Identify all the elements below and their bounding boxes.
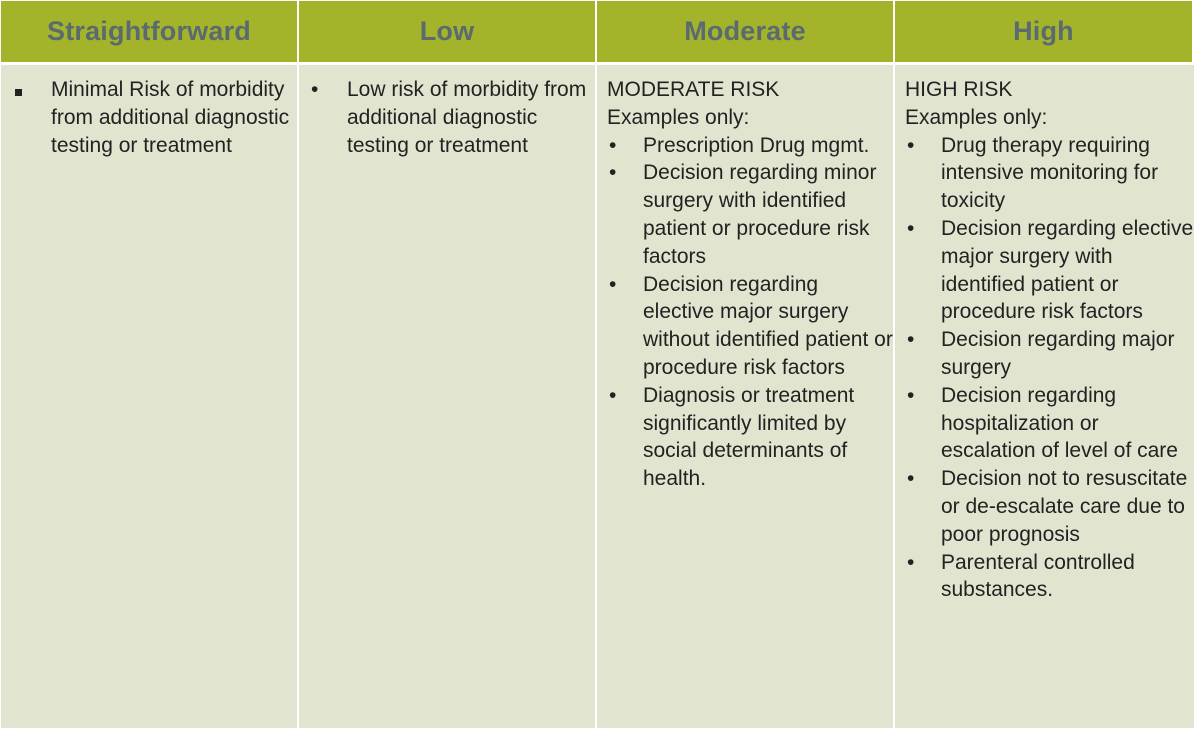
- moderate-subheading: Examples only:: [607, 105, 750, 129]
- cell-high: [895, 65, 1194, 728]
- bullet-icon: •: [609, 133, 617, 157]
- bullet-icon: •: [907, 216, 915, 240]
- bullet-icon: •: [311, 78, 319, 101]
- moderate-item: Decision regarding minor surgery with identified patient or procedure risk factors: [643, 161, 877, 268]
- list-item: [1, 76, 297, 159]
- list-item: [905, 465, 1194, 548]
- square-bullet-icon: [15, 76, 51, 104]
- bullet-icon: •: [907, 328, 915, 352]
- list-item: [607, 382, 893, 493]
- high-item: Parenteral controlled substances.: [941, 550, 1135, 602]
- bullet-icon: •: [609, 383, 617, 407]
- cell-moderate: [597, 65, 895, 728]
- high-heading: HIGH RISK: [905, 78, 1013, 101]
- cell-low: [299, 65, 597, 728]
- bullet-icon: •: [907, 133, 915, 157]
- moderate-examples-list: [597, 132, 893, 493]
- moderate-item: Diagnosis or treatment significantly limited by social determinants of health.: [643, 383, 855, 491]
- straightforward-text: Minimal Risk of morbidity from additional diagnostic testing or treatment: [51, 78, 290, 157]
- header-low: Low: [299, 1, 597, 65]
- high-item: Decision regarding hospitalization or escalation of level of care: [941, 383, 1178, 463]
- list-item: [905, 549, 1194, 605]
- list-item: [905, 326, 1194, 382]
- moderate-item: Prescription Drug mgmt.: [643, 133, 870, 157]
- list-item: [299, 76, 595, 159]
- high-examples-list: [895, 132, 1194, 605]
- list-item: [905, 132, 1194, 215]
- bullet-icon: •: [609, 272, 617, 296]
- header-straightforward: Straightforward: [1, 1, 299, 65]
- cell-straightforward: [1, 65, 299, 728]
- moderate-item: Decision regarding elective major surgery without identified patient or procedure risk factors: [643, 272, 893, 379]
- bullet-icon: •: [907, 383, 915, 407]
- high-item: Drug therapy requiring intensive monitoring for toxicity: [941, 133, 1159, 213]
- header-moderate: Moderate: [597, 1, 895, 65]
- bullet-icon: •: [907, 550, 915, 574]
- list-item: [607, 132, 893, 160]
- high-subheading: Examples only:: [905, 105, 1048, 129]
- high-item: Decision regarding elective major surgery with identified patient or procedure risk factors: [941, 216, 1194, 324]
- high-item: Decision not to resuscitate or de-escalate care due to poor prognosis: [941, 467, 1188, 546]
- bullet-icon: •: [609, 161, 617, 185]
- list-item: [905, 382, 1194, 465]
- list-item: [607, 271, 893, 382]
- header-high: High: [895, 1, 1194, 65]
- moderate-heading: MODERATE RISK: [607, 78, 780, 101]
- high-item: Decision regarding major surgery: [941, 328, 1175, 379]
- bullet-icon: •: [907, 467, 915, 491]
- risk-level-table: [1, 1, 1194, 728]
- list-item: [905, 215, 1194, 326]
- list-item: [607, 159, 893, 270]
- low-text: Low risk of morbidity from additional diagnostic testing or treatment: [347, 78, 587, 157]
